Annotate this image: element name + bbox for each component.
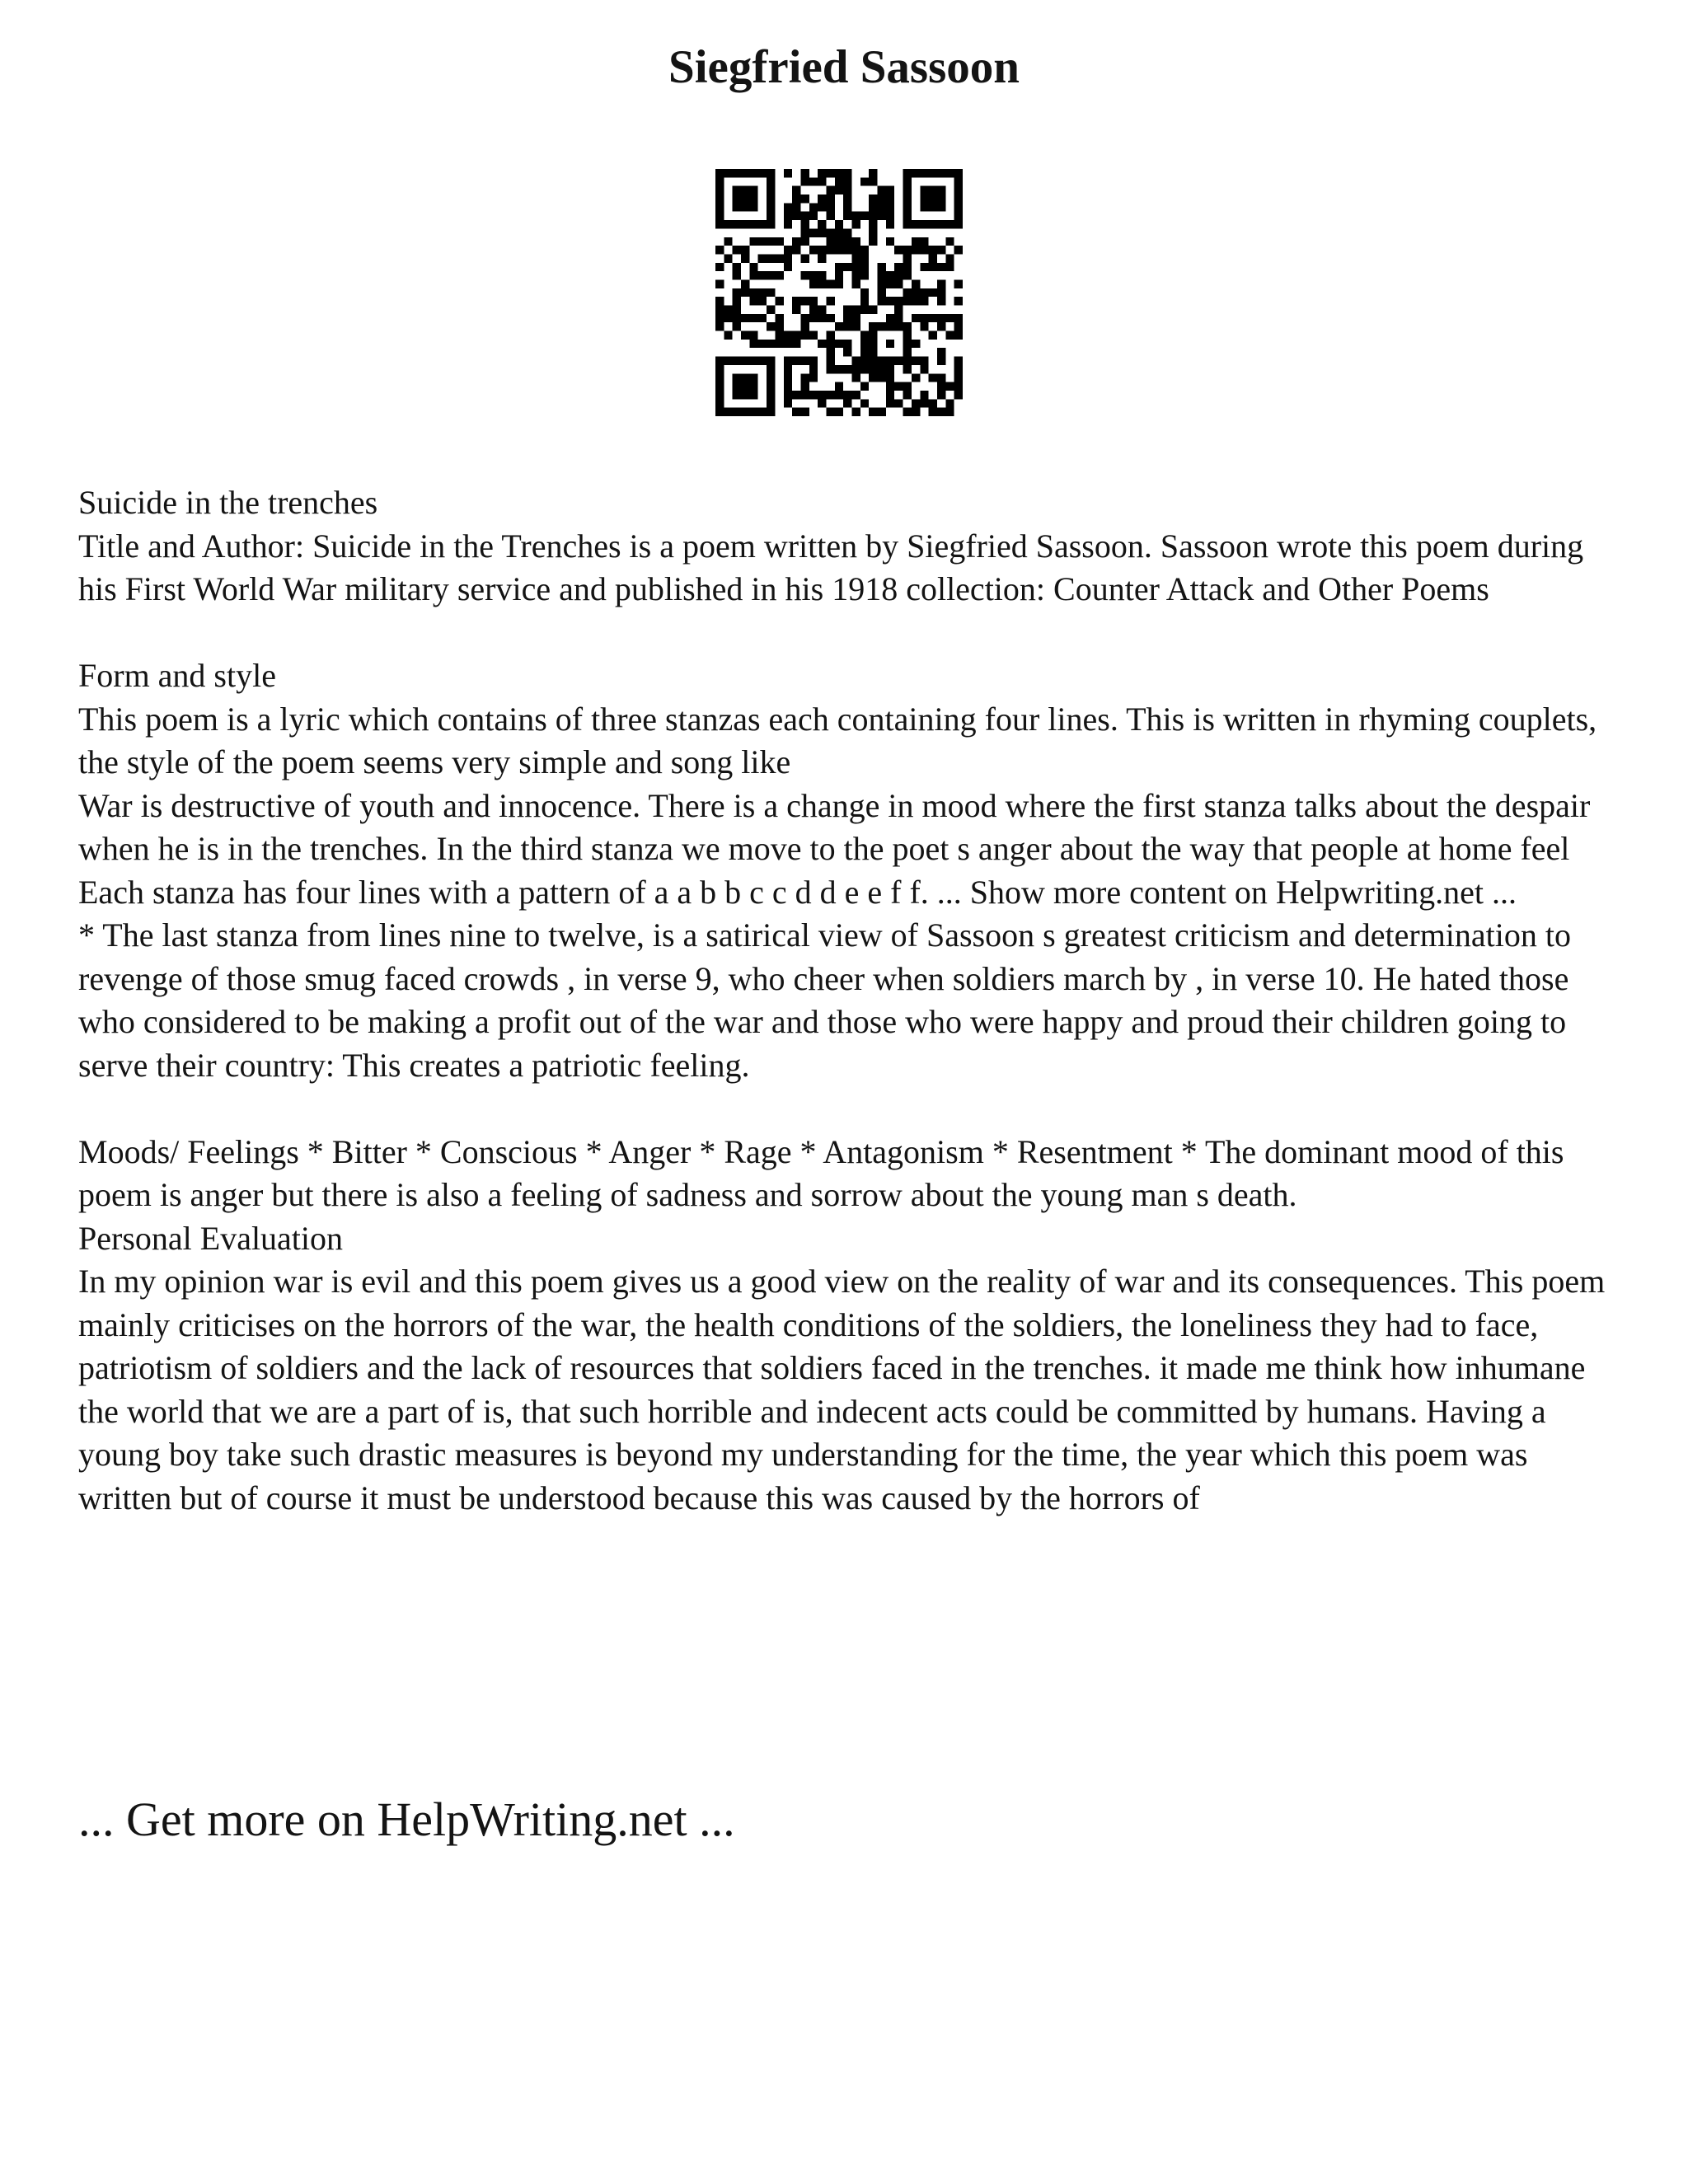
- paragraph-moods: Moods/ Feelings * Bitter * Conscious * Anger * Rage * Antagonism * Resentment * The dominant mood of this poem is anger but there is also a feeling of sadness and sorrow about the young man s death.: [78, 1132, 1564, 1213]
- paragraph-stanza-pattern: Each stanza has four lines with a pattern of a a b b c c d d e e f f. ... Show more content on Helpwriting.net ...: [78, 873, 1517, 911]
- paragraph-gap: [78, 612, 1628, 655]
- paragraph-war-theme: War is destructive of youth and innocence. There is a change in mood where the first stanza talks about the despair when he is in the trenches. In the third stanza we move to the poet s anger about the way that people at home feel: [78, 786, 1591, 867]
- paragraph-gap: [78, 1087, 1628, 1131]
- paragraph-title-author: Title and Author: Suicide in the Trenches is a poem written by Siegfried Sassoon. Sassoon wrote this poem during his First World War military service and published in his 1918 collection: Counter Attack and Other Poems: [78, 527, 1584, 607]
- qr-code-graphic: [715, 169, 963, 416]
- paragraph-personal-evaluation: In my opinion war is evil and this poem gives us a good view on the reality of war and its consequences. This poem mainly criticises on the horrors of the war, the health conditions of the soldiers, the loneliness they had to face, patriotism of soldiers and the lack of resources that soldiers faced in the trenches. it made me think how inhumane the world that we are a part of is, that such horrible and indecent acts could be committed by humans. Having a young boy take such drastic measures is beyond my understanding for the time, the year which this poem was written but of course it must be understood because this was caused by the horrors of: [78, 1263, 1606, 1516]
- page-title: Siegfried Sassoon: [668, 41, 1020, 93]
- section-heading-evaluation: Personal Evaluation: [78, 1219, 344, 1257]
- qr-code-icon: [715, 169, 963, 416]
- paragraph-last-stanza: * The last stanza from lines nine to twelve, is a satirical view of Sassoon s greatest criticism and determination to revenge of those smug faced crowds , in verse 9, who cheer when soldiers march by , in verse 10. He hated those who considered to be making a profit out of the war and those who were happy and proud their children going to serve their country: This creates a patriotic feeling.: [78, 916, 1572, 1084]
- section-heading-form: Form and style: [78, 657, 276, 694]
- document-body: [78, 481, 1628, 1520]
- section-heading-poem: Suicide in the trenches: [78, 484, 378, 521]
- paragraph-form-style: This poem is a lyric which contains of three stanzas each containing four lines. This is written in rhyming couplets, the style of the poem seems very simple and song like: [78, 700, 1597, 780]
- get-more-link[interactable]: ... Get more on HelpWriting.net ...: [78, 1793, 735, 1846]
